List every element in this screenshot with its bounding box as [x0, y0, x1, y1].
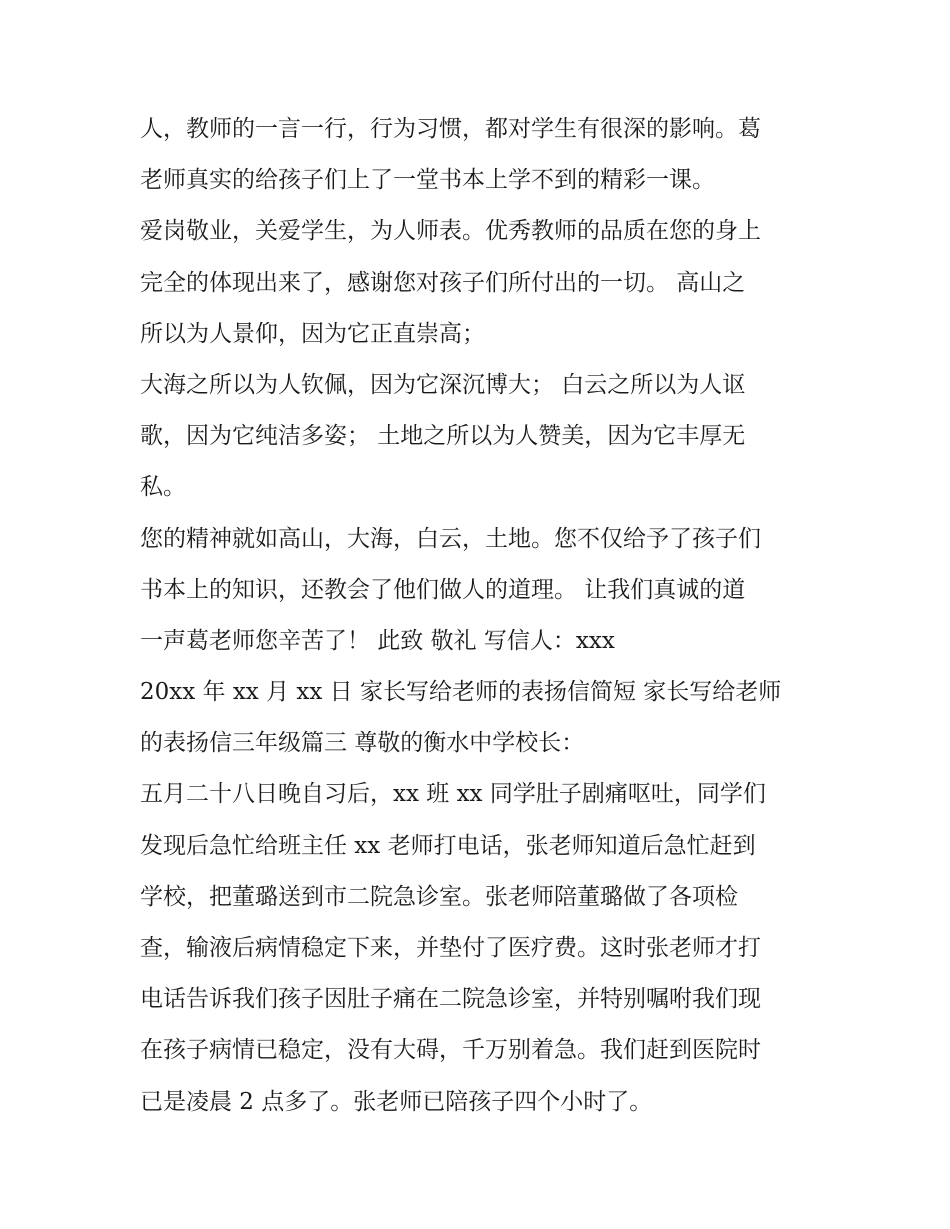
- text-line: 爱岗敬业，关爱学生，为人师表。优秀教师的品质在您的身上: [140, 218, 761, 245]
- text-line: 所以为人景仰，因为它正直崇高；: [140, 320, 485, 347]
- text-line: 学校，把董璐送到市二院急诊室。张老师陪董璐做了各项检: [140, 883, 738, 910]
- text-line: 书本上的知识，还教会了他们做人的道理。 让我们真诚的道: [140, 576, 746, 603]
- text-line: 歌，因为它纯洁多姿； 土地之所以为人赞美，因为它丰厚无: [140, 423, 746, 450]
- text-line: 五月二十八日晚自习后，xx 班 xx 同学肚子剧痛呕吐，同学们: [140, 781, 766, 808]
- text-line: 老师真实的给孩子们上了一堂书本上学不到的精彩一课。: [140, 167, 715, 194]
- text-line: 电话告诉我们孩子因肚子痛在二院急诊室，并特别嘱咐我们现: [140, 986, 761, 1013]
- text-line: 大海之所以为人钦佩，因为它深沉博大； 白云之所以为人讴: [140, 371, 746, 398]
- text-line: 完全的体现出来了，感谢您对孩子们所付出的一切。 高山之: [140, 269, 746, 296]
- text-line: 您的精神就如高山，大海，白云，土地。您不仅给予了孩子们: [140, 525, 761, 552]
- text-line: 人，教师的一言一行，行为习惯，都对学生有很深的影响。葛: [140, 116, 761, 142]
- text-line: 查，输液后病情稳定下来，并垫付了医疗费。这时张老师才打: [140, 935, 761, 961]
- text-line: 20xx 年 xx 月 xx 日 家长写给老师的表扬信简短 家长写给老师: [140, 679, 782, 706]
- text-line: 私。: [140, 474, 186, 501]
- text-line: 的表扬信三年级篇三 尊敬的衡水中学校长：: [140, 730, 585, 757]
- text-line: 发现后急忙给班主任 xx 老师打电话，张老师知道后急忙赶到: [140, 832, 756, 859]
- letter-body: [140, 104, 820, 1128]
- text-line: 在孩子病情已稳定，没有大碍，千万别着急。我们赶到医院时: [140, 1037, 761, 1064]
- text-line: 一声葛老师您辛苦了！ 此致 敬礼 写信人：xxx: [140, 627, 615, 654]
- text-line: 已是凌晨 2 点多了。张老师已陪孩子四个小时了。: [140, 1088, 653, 1115]
